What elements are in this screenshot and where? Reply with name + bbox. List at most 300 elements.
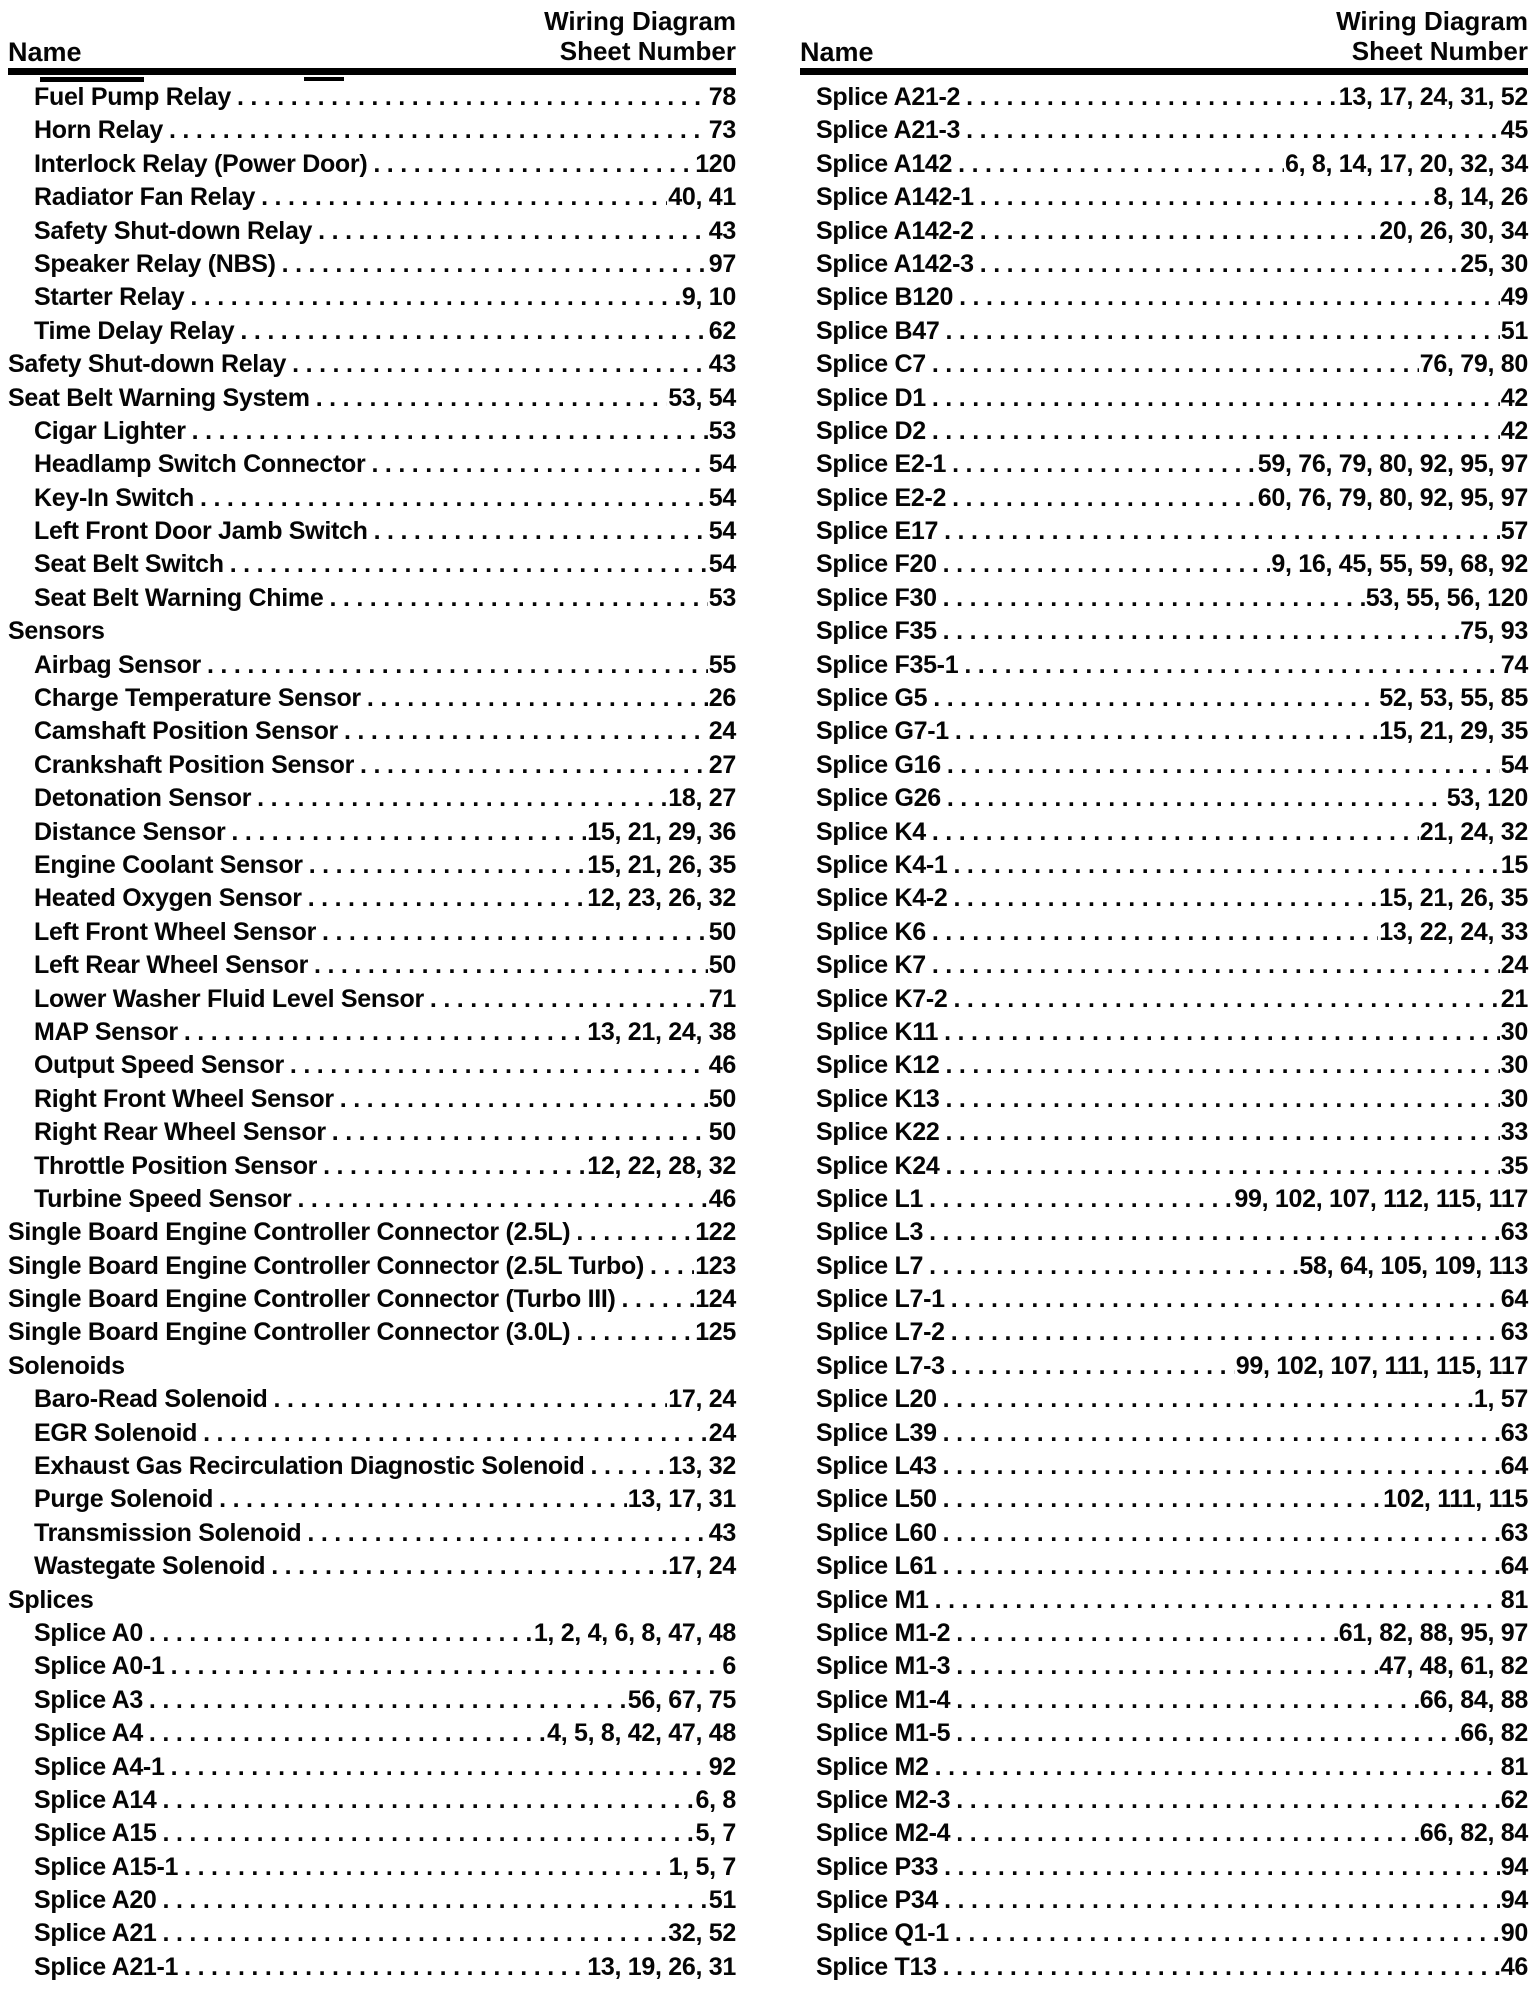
entry-pages: 92 (708, 1752, 736, 1781)
dot-leader (184, 1851, 667, 1884)
dot-leader (200, 482, 708, 515)
dot-leader (430, 983, 708, 1016)
index-row (800, 949, 1528, 982)
dot-leader (344, 715, 708, 748)
dot-leader (622, 1283, 695, 1316)
index-row (8, 1417, 736, 1450)
index-row (800, 148, 1528, 181)
dot-leader (943, 1450, 1500, 1483)
dot-leader (292, 348, 708, 381)
index-row (800, 1016, 1528, 1049)
entry-pages: 63 (1500, 1218, 1528, 1247)
entry-label: Splice G26 (816, 784, 941, 813)
entry-pages: 46 (1500, 1952, 1528, 1981)
entry-label: Splice K24 (816, 1151, 940, 1180)
entry-pages: 52, 53, 55, 85 (1379, 684, 1528, 713)
entry-label: Splice K4-2 (816, 884, 948, 913)
entry-pages: 66, 84, 88 (1419, 1685, 1528, 1714)
dot-leader (192, 415, 708, 448)
index-row (8, 949, 736, 982)
entry-label: Splice K6 (816, 917, 926, 946)
dot-leader (932, 382, 1500, 415)
index-row (8, 1116, 736, 1149)
index-row (800, 114, 1528, 147)
entry-pages: 17, 24 (668, 1385, 736, 1414)
index-row (800, 281, 1528, 314)
dot-leader (314, 949, 708, 982)
index-row (8, 1049, 736, 1082)
entry-pages: 94 (1500, 1886, 1528, 1915)
entry-pages: 63 (1500, 1318, 1528, 1347)
index-row (8, 849, 736, 882)
index-row (8, 448, 736, 481)
dot-leader (163, 1817, 695, 1850)
entry-label: Splice M1-5 (816, 1719, 951, 1748)
index-row (800, 315, 1528, 348)
entry-label: Right Rear Wheel Sensor (34, 1118, 326, 1147)
entry-label: Output Speed Sensor (34, 1051, 284, 1080)
dot-leader (958, 148, 1284, 181)
entry-pages: 122 (695, 1218, 736, 1247)
entry-pages: 124 (695, 1285, 736, 1314)
entry-pages: 27 (708, 750, 736, 779)
entry-label: Left Front Door Jamb Switch (34, 517, 368, 546)
entry-pages: 46 (708, 1184, 736, 1213)
entry-pages: 53, 54 (668, 383, 736, 412)
entry-label: Cigar Lighter (34, 416, 186, 445)
entry-label: Left Front Wheel Sensor (34, 917, 317, 946)
entry-pages: 94 (1500, 1852, 1528, 1881)
index-row (800, 181, 1528, 214)
dot-leader (944, 1851, 1500, 1884)
entry-label: Single Board Engine Controller Connector (Turbo III) (8, 1285, 616, 1314)
dot-leader (951, 1350, 1235, 1383)
index-row (8, 1951, 736, 1984)
index-row (8, 1851, 736, 1884)
entry-pages: 45 (1500, 116, 1528, 145)
entry-label: Solenoids (8, 1351, 125, 1380)
entry-pages: 46 (708, 1051, 736, 1080)
entry-pages: 21, 24, 32 (1419, 817, 1528, 846)
dot-leader (163, 1917, 668, 1950)
dot-leader (282, 248, 708, 281)
entry-label: Splice A142-3 (816, 249, 974, 278)
index-row (800, 582, 1528, 615)
entry-label: Purge Solenoid (34, 1485, 214, 1514)
entry-label: MAP Sensor (34, 1017, 178, 1046)
dot-leader (980, 215, 1379, 248)
dot-leader (945, 1116, 1499, 1149)
index-row (800, 1751, 1528, 1784)
entry-label: Wastegate Solenoid (34, 1552, 266, 1581)
entry-label: Splice G16 (816, 750, 941, 779)
entry-label: Splice L7-1 (816, 1285, 945, 1314)
entry-pages: 26 (708, 684, 736, 713)
entry-pages: 90 (1500, 1919, 1528, 1948)
entry-pages: 99, 102, 107, 111, 115, 117 (1235, 1351, 1528, 1380)
entry-label: Splice M1-3 (816, 1652, 951, 1681)
index-row (8, 1917, 736, 1950)
dot-leader (933, 682, 1378, 715)
entry-label: Splice L43 (816, 1452, 937, 1481)
dot-leader (329, 582, 707, 615)
name-column-header: Name (8, 37, 82, 67)
dot-leader (163, 1784, 695, 1817)
entry-label: Splice M1-4 (816, 1685, 951, 1714)
dot-leader (953, 849, 1499, 882)
entry-pages: 33 (1500, 1118, 1528, 1147)
entry-label: Splice B47 (816, 316, 940, 345)
entry-pages: 123 (695, 1251, 736, 1280)
dot-leader (947, 782, 1446, 815)
entry-pages: 47, 48, 61, 82 (1379, 1652, 1528, 1681)
entry-pages: 53 (708, 416, 736, 445)
entry-label: Splice P34 (816, 1886, 939, 1915)
index-row (8, 315, 736, 348)
index-row (800, 1250, 1528, 1283)
entry-label: Splice K12 (816, 1051, 940, 1080)
index-row (800, 1684, 1528, 1717)
entry-label: Splice L7-2 (816, 1318, 945, 1347)
entry-label: Splice A4 (34, 1719, 143, 1748)
entry-pages: 54 (708, 550, 736, 579)
entry-label: Seat Belt Warning System (8, 383, 310, 412)
entry-label: Splice A20 (34, 1886, 157, 1915)
rows (8, 81, 736, 1984)
entry-pages: 120 (695, 149, 736, 178)
entry-pages: 61, 82, 88, 95, 97 (1338, 1618, 1528, 1647)
dot-leader (932, 348, 1419, 381)
dot-leader (332, 1116, 708, 1149)
entry-label: Interlock Relay (Power Door) (34, 149, 368, 178)
dot-leader (576, 1316, 694, 1349)
sheet-header-line1: Wiring Diagram (544, 6, 736, 36)
entry-pages: 12, 22, 28, 32 (587, 1151, 736, 1180)
entry-pages: 53 (708, 583, 736, 612)
dot-leader (980, 248, 1460, 281)
index-row (800, 515, 1528, 548)
index-row (800, 1784, 1528, 1817)
index-row (8, 1817, 736, 1850)
index-row (8, 1283, 736, 1316)
entry-pages: 9, 16, 45, 55, 59, 68, 92 (1271, 550, 1528, 579)
dot-leader (149, 1617, 533, 1650)
index-row (8, 983, 736, 1016)
entry-pages: 35 (1500, 1151, 1528, 1180)
entry-pages: 50 (708, 917, 736, 946)
index-row (8, 382, 736, 415)
entry-pages: 54 (1500, 750, 1528, 779)
index-row (800, 482, 1528, 515)
entry-label: Splice T13 (816, 1952, 937, 1981)
entry-pages: 54 (708, 450, 736, 479)
dot-leader (207, 649, 708, 682)
dot-leader (373, 148, 694, 181)
index-column-right (800, 6, 1528, 1990)
entry-label: Starter Relay (34, 283, 185, 312)
dot-leader (943, 582, 1365, 615)
dot-leader (230, 548, 708, 581)
entry-label: Splice M2-3 (816, 1785, 951, 1814)
entry-label: Horn Relay (34, 116, 163, 145)
entry-pages: 50 (708, 1084, 736, 1113)
entry-pages: 18, 27 (668, 784, 736, 813)
entry-pages: 15, 21, 26, 35 (1379, 884, 1528, 913)
index-column-left (8, 6, 736, 1990)
entry-pages: 64 (1500, 1285, 1528, 1314)
entry-label: Safety Shut-down Relay (8, 350, 287, 379)
sheet-header-line2: Sheet Number (559, 36, 736, 66)
entry-pages: 76, 79, 80 (1419, 350, 1528, 379)
index-row (8, 548, 736, 581)
dot-leader (932, 816, 1419, 849)
entry-pages: 15, 21, 29, 35 (1379, 717, 1528, 746)
index-row (800, 782, 1528, 815)
index-row (8, 1751, 736, 1784)
entry-pages: 49 (1500, 283, 1528, 312)
index-row (800, 1483, 1528, 1516)
index-row (8, 1717, 736, 1750)
entry-pages: 17, 24 (668, 1552, 736, 1581)
index-row (8, 682, 736, 715)
dot-leader (367, 682, 708, 715)
entry-label: Splice A21-2 (816, 83, 961, 111)
entry-label: Right Front Wheel Sensor (34, 1084, 334, 1113)
entry-pages: 50 (708, 951, 736, 980)
entry-label: Headlamp Switch Connector (34, 450, 366, 479)
entry-pages: 5, 7 (695, 1819, 736, 1848)
index-row (800, 215, 1528, 248)
dot-leader (271, 1550, 667, 1583)
index-row (8, 1083, 736, 1116)
index-row (800, 916, 1528, 949)
dot-leader (955, 1917, 1500, 1950)
entry-pages: 6, 8 (695, 1785, 736, 1814)
dot-leader (929, 1250, 1298, 1283)
entry-label: Splice L61 (816, 1552, 937, 1581)
index-row (800, 1417, 1528, 1450)
index-row (8, 1650, 736, 1683)
entry-label: EGR Solenoid (34, 1418, 198, 1447)
entry-label: Splice E2-2 (816, 483, 947, 512)
entry-pages: 25, 30 (1460, 249, 1528, 278)
entry-pages: 8, 14, 26 (1433, 183, 1528, 212)
entry-label: Splice A142-1 (816, 183, 974, 212)
entry-label: Safety Shut-down Relay (34, 216, 313, 245)
entry-pages: 13, 17, 24, 31, 52 (1338, 83, 1528, 111)
entry-pages: 54 (708, 517, 736, 546)
sheet-header-line1: Wiring Diagram (1336, 6, 1528, 36)
dot-leader (947, 749, 1500, 782)
index-row (800, 548, 1528, 581)
dot-leader (951, 1283, 1500, 1316)
entry-pages: 15, 21, 26, 35 (587, 850, 736, 879)
entry-pages: 62 (708, 316, 736, 345)
index-row (800, 882, 1528, 915)
dot-leader (171, 1751, 708, 1784)
entry-label: Splice M2 (816, 1752, 929, 1781)
entry-pages: 6, 8, 14, 17, 20, 32, 34 (1285, 149, 1528, 178)
header-rule (800, 68, 1528, 75)
index-row (800, 749, 1528, 782)
dot-leader (944, 1016, 1500, 1049)
entry-pages: 4, 5, 8, 42, 47, 48 (547, 1719, 736, 1748)
entry-pages: 1, 5, 7 (668, 1852, 736, 1881)
entry-pages: 81 (1500, 1585, 1528, 1614)
entry-label: Splice A15 (34, 1819, 157, 1848)
index-row (8, 1617, 736, 1650)
dot-leader (576, 1216, 694, 1249)
dot-leader (980, 181, 1433, 214)
index-row (800, 715, 1528, 748)
index-row (8, 148, 736, 181)
index-row (8, 415, 736, 448)
entry-pages: 13, 17, 31 (627, 1485, 736, 1514)
entry-label: Splice K22 (816, 1118, 940, 1147)
entry-pages: 43 (708, 216, 736, 245)
entry-pages: 43 (708, 1518, 736, 1547)
dot-leader (945, 1049, 1499, 1082)
entry-label: Seat Belt Warning Chime (34, 583, 324, 612)
dot-leader (323, 1150, 586, 1183)
entry-label: Camshaft Position Sensor (34, 717, 338, 746)
entry-pages: 55 (708, 650, 736, 679)
entry-pages: 75, 93 (1460, 617, 1528, 646)
entry-label: Crankshaft Position Sensor (34, 750, 355, 779)
index-row (800, 1350, 1528, 1383)
entry-pages: 54 (708, 483, 736, 512)
index-row (800, 1550, 1528, 1583)
column-header (8, 6, 736, 68)
index-row (800, 1517, 1528, 1550)
dot-leader (943, 1383, 1473, 1416)
dot-leader (163, 1884, 708, 1917)
entry-pages: 43 (708, 350, 736, 379)
entry-pages: 97 (708, 249, 736, 278)
index-row (800, 1851, 1528, 1884)
index-row (800, 448, 1528, 481)
entry-label: Splice L7 (816, 1251, 924, 1280)
dot-leader (935, 1751, 1500, 1784)
entry-label: Splice L3 (816, 1218, 924, 1247)
dot-leader (943, 1483, 1382, 1516)
dot-leader (956, 1650, 1378, 1683)
dot-leader (932, 916, 1378, 949)
dot-leader (945, 1150, 1499, 1183)
entry-label: Splice F35-1 (816, 650, 959, 679)
index-row (800, 1450, 1528, 1483)
entry-label: Splice K7-2 (816, 984, 948, 1013)
entry-pages: 24 (708, 717, 736, 746)
entry-pages: 13, 22, 24, 33 (1379, 917, 1528, 946)
entry-label: Radiator Fan Relay (34, 183, 256, 212)
index-row (8, 515, 736, 548)
entry-pages: 9, 10 (681, 283, 736, 312)
dot-leader (956, 1684, 1419, 1717)
index-row (8, 215, 736, 248)
entry-label: Splice L60 (816, 1518, 937, 1547)
index-row (800, 1183, 1528, 1216)
dot-leader (297, 1183, 707, 1216)
entry-label: Splice A21-1 (34, 1952, 179, 1981)
entry-label: Splice A4-1 (34, 1752, 165, 1781)
dot-leader (952, 448, 1257, 481)
entry-label: Single Board Engine Controller Connector (2.5L Turbo) (8, 1251, 644, 1280)
entry-label: Splice D1 (816, 383, 926, 412)
entry-pages: 53, 55, 56, 120 (1365, 583, 1528, 612)
index-row (8, 916, 736, 949)
dot-leader (591, 1450, 668, 1483)
index-row (8, 281, 736, 314)
entry-label: Speaker Relay (NBS) (34, 249, 276, 278)
sheet-header-line2: Sheet Number (1351, 36, 1528, 66)
entry-pages: 74 (1500, 650, 1528, 679)
dot-leader (935, 1584, 1500, 1617)
dot-leader (340, 1083, 708, 1116)
dot-leader (964, 649, 1499, 682)
index-row (800, 682, 1528, 715)
entry-pages: 12, 23, 26, 32 (587, 884, 736, 913)
entry-label: Time Delay Relay (34, 316, 235, 345)
index-row (800, 382, 1528, 415)
header-rule (8, 68, 736, 75)
entry-label: Turbine Speed Sensor (34, 1184, 292, 1213)
entry-pages: 42 (1500, 416, 1528, 445)
dot-leader (943, 1417, 1500, 1450)
entry-label: Splice A21 (34, 1919, 157, 1948)
dot-leader (959, 281, 1500, 314)
entry-label: Fuel Pump Relay (34, 83, 231, 111)
dot-leader (956, 1617, 1338, 1650)
entry-label: Splice A14 (34, 1785, 157, 1814)
dot-leader (945, 315, 1499, 348)
index-row (8, 1016, 736, 1049)
index-row (8, 114, 736, 147)
entry-pages: 51 (1500, 316, 1528, 345)
index-row (800, 849, 1528, 882)
entry-pages: 24 (1500, 951, 1528, 980)
entry-pages: 32, 52 (668, 1919, 736, 1948)
entry-label: Splice L39 (816, 1418, 937, 1447)
entry-label: Splice F35 (816, 617, 937, 646)
entry-pages: 99, 102, 107, 112, 115, 117 (1234, 1184, 1528, 1213)
index-row (800, 1917, 1528, 1950)
entry-label: Engine Coolant Sensor (34, 850, 303, 879)
entry-pages: 102, 111, 115 (1383, 1485, 1528, 1514)
index-row (8, 1450, 736, 1483)
entry-pages: 56, 67, 75 (627, 1685, 736, 1714)
entry-pages: 73 (708, 116, 736, 145)
dot-leader (952, 482, 1257, 515)
index-row (800, 983, 1528, 1016)
dot-leader (190, 281, 681, 314)
index-row (800, 649, 1528, 682)
dot-leader (308, 882, 587, 915)
entry-pages: 30 (1500, 1051, 1528, 1080)
entry-label: Splice A0 (34, 1618, 143, 1647)
dot-leader (956, 1717, 1459, 1750)
dot-leader (149, 1684, 627, 1717)
entry-label: Distance Sensor (34, 817, 226, 846)
entry-label: Lower Washer Fluid Level Sensor (34, 984, 424, 1013)
dot-leader (316, 382, 668, 415)
index-row (800, 816, 1528, 849)
index-row (800, 1116, 1528, 1149)
dot-leader (966, 114, 1500, 147)
entry-label: Splice Q1-1 (816, 1919, 949, 1948)
entry-pages: 20, 26, 30, 34 (1379, 216, 1528, 245)
entry-label: Splice A0-1 (34, 1652, 165, 1681)
